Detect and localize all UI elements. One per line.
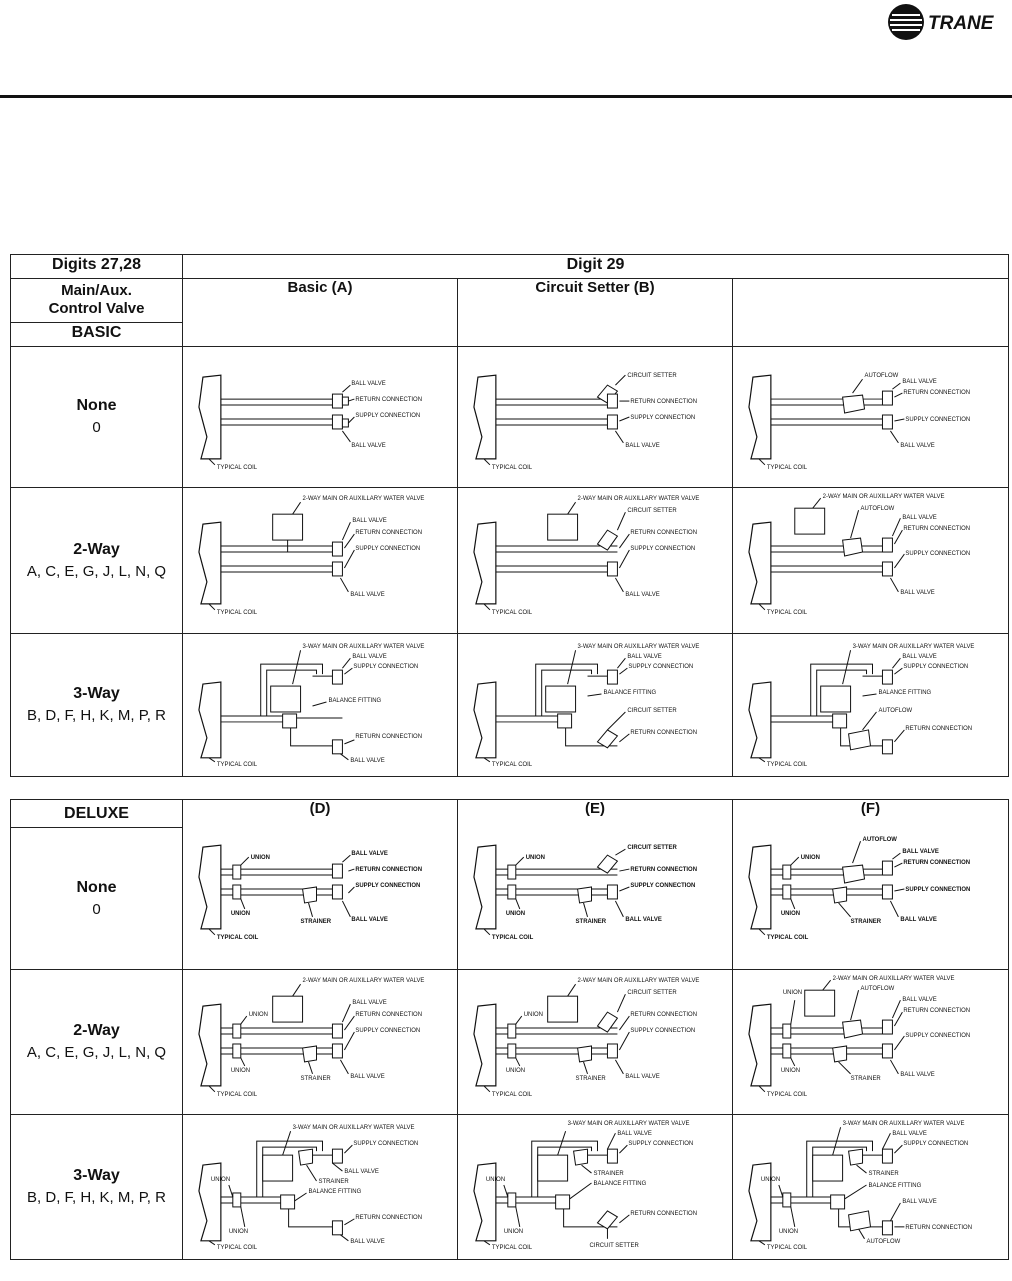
diagram-label: UNION [780,910,801,917]
row-3-way [11,634,183,777]
diagram-label: RETURN CONNECTION [903,1008,971,1015]
diagram-label: BALL VALVE [352,1000,387,1007]
diagram-label: UNION [503,1228,524,1235]
piping-diagram [458,488,732,633]
diagram-cell [458,1115,733,1260]
diagram-label: SUPPLY CONNECTION [905,1033,971,1040]
diagram-label: SUPPLY CONNECTION [903,1141,969,1148]
diagram-label: RETURN CONNECTION [905,725,973,732]
diagram-cell [733,488,1009,634]
diagram-label: CIRCUIT SETTER [589,1242,639,1249]
diagram-label: STRAINER [850,1075,881,1082]
diagram-label: UNION [230,910,251,917]
diagram-label: RETURN CONNECTION [355,733,423,740]
diagram-label: STRAINER [868,1171,899,1178]
diagram-label: TYPICAL COIL [491,1244,533,1251]
diagram-label: CIRCUIT SETTER [627,508,677,515]
diagram-label: AUTOFLOW [860,986,895,993]
col-autoflow [733,279,1009,347]
diagram-label: 3-WAY MAIN OR AUXILLARY WATER VALVE [852,644,975,651]
diagram-label: TYPICAL COIL [491,1091,533,1098]
diagram-label: BALL VALVE [902,515,937,522]
diagram-cell [733,634,1009,777]
diagram-cell [183,970,458,1115]
diagram-label: UNION [525,855,545,862]
diagram-label: AUTOFLOW [878,707,913,714]
diagram-cell [183,634,458,777]
piping-diagram [733,970,1008,1114]
diagram-label: TYPICAL COIL [216,464,258,471]
diagram-label: UNION [505,910,526,917]
row-none [11,347,183,488]
diagram-label: RETURN CONNECTION [630,867,698,874]
diagram-label: BALL VALVE [350,591,385,598]
row-digits: B, D, F, H, K, M, P, R [27,707,166,724]
diagram-label: AUTOFLOW [860,506,895,513]
diagram-label: BALL VALVE [351,916,388,923]
row-title: 3-Way [73,1167,120,1184]
diagram-label: SUPPLY CONNECTION [630,414,696,421]
diagram-label: STRAINER [575,918,607,925]
diagram-label: UNION [228,1228,249,1235]
diagram-label: UNION [760,1177,781,1184]
diagram-cell [183,1115,458,1260]
diagram-label: TYPICAL COIL [766,609,808,616]
piping-diagram [458,347,732,487]
diagram-label: SUPPLY CONNECTION [355,1028,421,1035]
diagram-label: AUTOFLOW [862,837,897,844]
diagram-label: STRAINER [850,918,882,925]
diagram-label: BALANCE FITTING [868,1183,922,1189]
deluxe-row-3-way [11,1115,183,1260]
diagram-label: SUPPLY CONNECTION [355,413,421,419]
row-digits: B, D, F, H, K, M, P, R [27,1189,166,1206]
diagram-label: RETURN CONNECTION [903,526,971,533]
diagram-label: SUPPLY CONNECTION [630,546,696,553]
diagram-label: RETURN CONNECTION [903,860,971,867]
row-title: 3-Way [73,685,120,702]
diagram-label: SUPPLY CONNECTION [903,664,969,671]
diagram-label: CIRCUIT SETTER [627,990,677,997]
diagram-label: UNION [485,1177,506,1184]
diagram-label: UNION [782,990,803,997]
diagram-label: TYPICAL COIL [766,761,808,768]
diagram-label: 2-WAY MAIN OR AUXILLARY WATER VALVE [577,978,700,985]
deluxe-options-table [10,799,1009,1260]
diagram-label: BALL VALVE [627,654,662,661]
piping-diagram [733,347,1008,487]
header-rule [0,95,1012,98]
diagram-label: TYPICAL COIL [766,1244,808,1251]
diagram-label: BALL VALVE [352,518,387,525]
diagram-label: RETURN CONNECTION [355,867,423,874]
diagram-cell [458,347,733,488]
diagram-label: RETURN CONNECTION [355,530,423,537]
diagram-label: UNION [523,1012,543,1019]
row-digits: A, C, E, G, J, L, N, Q [26,1044,167,1061]
row-title: None [76,878,117,896]
diagram-label: BALANCE FITTING [308,1188,362,1195]
piping-diagram [458,817,732,957]
diagram-label: RETURN CONNECTION [355,1214,423,1221]
diagram-label: SUPPLY CONNECTION [630,883,696,889]
diagram-label: TYPICAL COIL [766,464,808,471]
basic-options-table [10,254,1009,777]
diagram-label: 3-WAY MAIN OR AUXILLARY WATER VALVE [292,1125,415,1132]
diagram-label: AUTOFLOW [866,1238,901,1245]
diagram-label: STRAINER [318,1179,349,1186]
digits-27-28-header: Digits 27,28 [11,255,183,279]
row-digit: 0 [92,419,101,436]
diagram-label: SUPPLY CONNECTION [628,1141,694,1148]
diagram-cell [183,488,458,634]
diagram-label: BALL VALVE [344,1169,379,1176]
diagram-label: BALL VALVE [625,591,660,598]
col-circuit-setter-b: Circuit Setter (B) [458,279,733,347]
piping-diagram [183,1115,457,1259]
diagram-label: SUPPLY CONNECTION [355,883,421,889]
diagram-label: UNION [505,1067,526,1074]
diagram-label: BALL VALVE [351,381,386,388]
piping-diagram [458,970,732,1114]
diagram-label: 2-WAY MAIN OR AUXILLARY WATER VALVE [302,978,425,985]
diagram-label: TYPICAL COIL [216,1091,258,1098]
diagram-label: 3-WAY MAIN OR AUXILLARY WATER VALVE [577,644,700,651]
diagram-label: RETURN CONNECTION [905,1224,973,1231]
basic-section-label: BASIC [11,323,183,347]
diagram-label: BALL VALVE [902,849,939,856]
diagram-label: BALL VALVE [351,851,388,858]
diagram-label: UNION [780,1067,801,1074]
diagram-label: SUPPLY CONNECTION [905,551,971,558]
diagram-label: TYPICAL COIL [491,934,534,941]
diagram-label: BALANCE FITTING [603,690,657,697]
row-title: 2-Way [73,540,120,558]
piping-diagram [733,1115,1008,1259]
diagram-label: BALL VALVE [902,997,937,1004]
diagram-label: TYPICAL COIL [216,761,258,768]
diagram-label: RETURN CONNECTION [630,530,698,537]
diagram-label: UNION [210,1177,231,1184]
diagram-label: TYPICAL COIL [491,609,533,616]
col-f: (F) UNION UNION STRAINER AUTOFLOW BALL VALVE RETURN CONNECTION SUPPLY CONNECTION BALL VALVE TYPICAL COIL [733,800,1009,970]
diagram-label: BALL VALVE [900,916,937,923]
deluxe-section-label: DELUXE [11,800,183,828]
piping-diagram [733,488,1008,633]
diagram-label: TYPICAL COIL [216,934,259,941]
diagram-label: BALL VALVE [902,1198,937,1205]
piping-diagram [183,488,457,633]
diagram-label: BALL VALVE [625,1073,660,1080]
diagram-label: UNION [248,1012,268,1019]
diagram-cell [733,347,1009,488]
diagram-label: TYPICAL COIL [766,934,809,941]
diagram-cell [458,488,733,634]
diagram-label: SUPPLY CONNECTION [905,886,971,893]
diagram-label: STRAINER [300,1075,331,1082]
diagram-label: SUPPLY CONNECTION [628,664,694,671]
diagram-label: SUPPLY CONNECTION [353,664,419,671]
diagram-label: 3-WAY MAIN OR AUXILLARY WATER VALVE [842,1121,965,1128]
diagram-label: BALL VALVE [900,442,935,449]
piping-diagram [183,347,457,487]
diagram-label: RETURN CONNECTION [630,1012,698,1019]
piping-diagram [733,634,1008,776]
diagram-label: CIRCUIT SETTER [627,845,677,852]
diagram-label: 3-WAY MAIN OR AUXILLARY WATER VALVE [567,1121,690,1128]
diagram-label: BALL VALVE [902,654,937,661]
diagram-label: TYPICAL COIL [216,1244,258,1251]
row-title: 2-Way [73,1022,120,1039]
col-e: (E) UNION UNION STRAINER CIRCUIT SETTER RETURN CONNECTION SUPPLY CONNECTION BALL VALVE TYPICAL COIL [458,800,733,970]
diagram-label: 2-WAY MAIN OR AUXILLARY WATER VALVE [577,496,700,503]
row-title: None [76,397,117,414]
deluxe-row-none [11,828,183,970]
diagram-label: SUPPLY CONNECTION [905,416,971,423]
main-aux-label: Main/Aux. [61,282,132,299]
diagram-label: CIRCUIT SETTER [627,707,677,714]
diagram-label: BALL VALVE [625,916,662,923]
diagram-label: SUPPLY CONNECTION [353,1141,419,1148]
diagram-label: AUTOFLOW [864,373,899,380]
row-2-way [11,488,183,634]
piping-diagram [458,1115,732,1259]
diagram-label: STRAINER [593,1171,624,1178]
col-d: (D) UNION UNION STRAINER BALL VALVE RETURN CONNECTION SUPPLY CONNECTION BALL VALVE TYPICAL COIL [183,800,458,970]
trane-logo [886,2,1008,42]
diagram-label: RETURN CONNECTION [630,399,698,406]
diagram-label: STRAINER [300,918,332,925]
col-basic-a: Basic (A) [183,279,458,347]
diagram-label: BALL VALVE [902,379,937,386]
diagram-label: BALL VALVE [352,654,387,661]
row-digit: 0 [92,900,101,918]
diagram-label: 2-WAY MAIN OR AUXILLARY WATER VALVE [832,976,955,983]
diagram-label: RETURN CONNECTION [355,1012,423,1019]
diagram-label: BALANCE FITTING [878,690,932,697]
diagram-label: UNION [230,1067,251,1074]
control-valve-label: Control Valve [48,300,145,317]
diagram-label: RETURN CONNECTION [630,729,698,736]
diagram-label: BALL VALVE [625,442,660,449]
piping-diagram [183,970,457,1114]
piping-diagram [183,634,457,776]
diagram-label: BALANCE FITTING [593,1181,647,1188]
diagram-label: TYPICAL COIL [491,464,533,471]
diagram-label: BALL VALVE [350,757,385,764]
diagram-label: TYPICAL COIL [766,1091,808,1098]
diagram-label: UNION [800,855,820,862]
piping-diagram [733,817,1008,957]
diagram-cell [458,634,733,777]
diagram-label: RETURN CONNECTION [903,390,971,397]
deluxe-row-2-way [11,970,183,1115]
digit-29-header: Digit 29 [183,255,1009,279]
diagram-label: BALL VALVE [350,1238,385,1245]
diagram-cell [183,347,458,488]
diagram-label: BALL VALVE [892,1131,927,1138]
diagram-label: TYPICAL COIL [216,609,258,616]
diagram-label: BALL VALVE [617,1131,652,1138]
diagram-label: 2-WAY MAIN OR AUXILLARY WATER VALVE [302,496,425,503]
diagram-label: 2-WAY MAIN OR AUXILLARY WATER VALVE [822,494,945,501]
diagram-label: CIRCUIT SETTER [627,373,677,380]
diagram-label: STRAINER [575,1075,606,1082]
piping-diagram [183,817,457,957]
diagram-label: BALL VALVE [900,589,935,596]
diagram-label: SUPPLY CONNECTION [630,1028,696,1035]
diagram-label: RETURN CONNECTION [630,1210,698,1217]
diagram-cell [733,970,1009,1115]
diagram-label: BALL VALVE [351,442,386,449]
diagram-label: UNION [250,855,270,862]
diagram-label: BALANCE FITTING [328,698,382,705]
diagram-label: SUPPLY CONNECTION [355,546,421,553]
diagram-label: UNION [778,1228,799,1235]
diagram-cell [733,1115,1009,1260]
diagram-cell [458,970,733,1115]
diagram-label: BALL VALVE [900,1071,935,1078]
diagram-label: TYPICAL COIL [491,761,533,768]
piping-diagram [458,634,732,776]
diagram-label: BALL VALVE [350,1073,385,1080]
diagram-label: 3-WAY MAIN OR AUXILLARY WATER VALVE [302,644,425,651]
diagram-label: RETURN CONNECTION [355,397,423,404]
brand-wordmark: TRANE [928,13,994,34]
row-digits: A, C, E, G, J, L, N, Q [26,562,167,580]
